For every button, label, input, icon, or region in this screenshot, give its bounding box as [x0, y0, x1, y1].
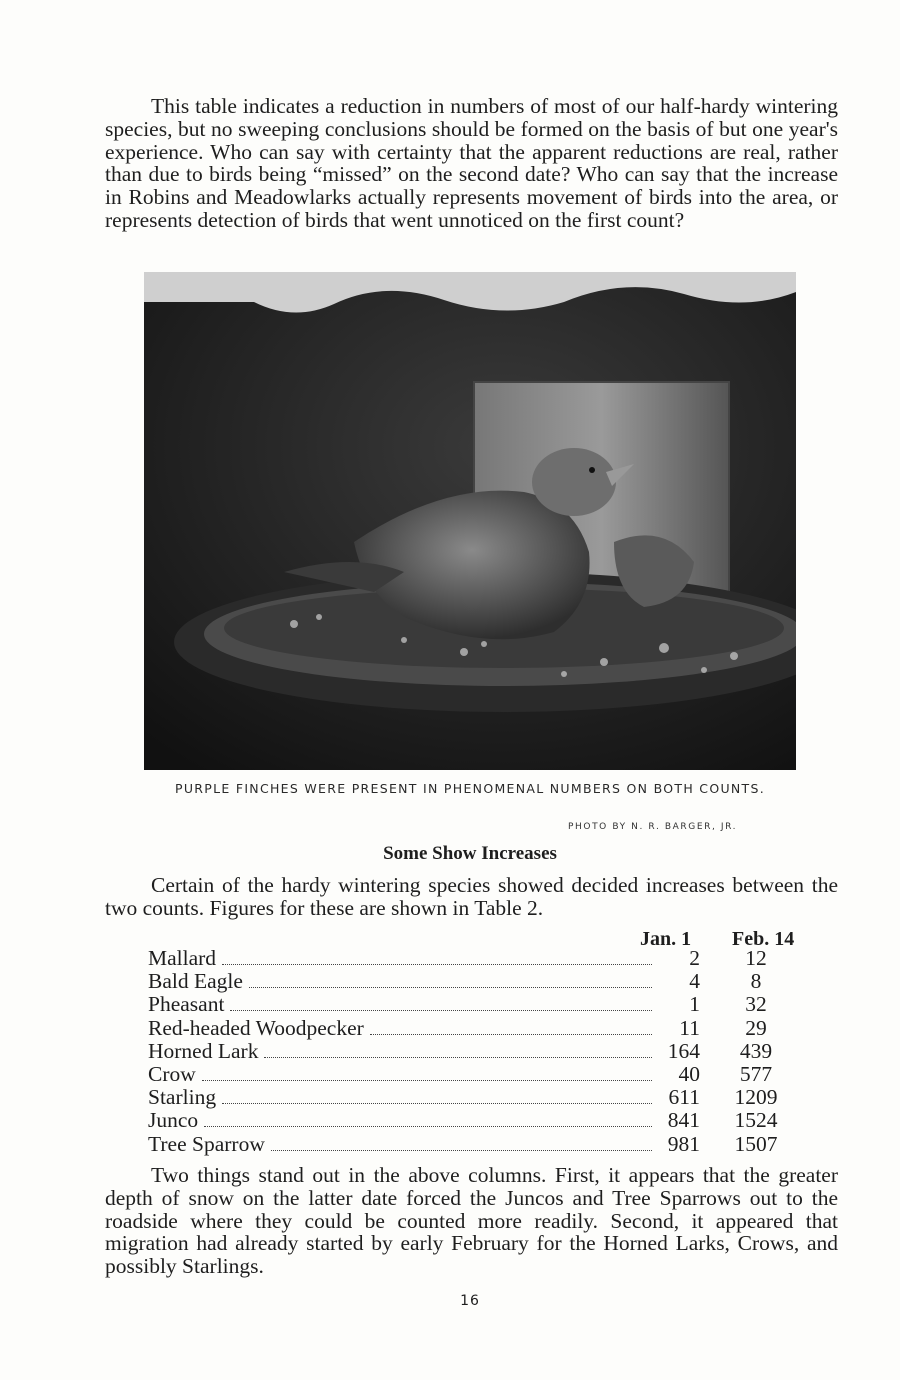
species-name: Red-headed Woodpecker — [148, 1015, 364, 1040]
jan-count: 841 — [667, 1108, 700, 1133]
feb-count: 29 — [745, 1015, 767, 1040]
jan-count: 611 — [668, 1085, 700, 1110]
species-name: Tree Sparrow — [148, 1131, 265, 1156]
feb-count: 1507 — [734, 1131, 778, 1156]
purple-finch-photo — [144, 272, 796, 770]
species-name: Mallard — [148, 946, 217, 970]
leader-dots — [202, 1079, 652, 1081]
table-row — [148, 946, 808, 969]
table-row — [148, 992, 808, 1015]
intro-paragraph: This table indicates a reduction in numbers of most of our half-hardy wintering species, but no sweeping conclusions should be formed on the basis of but one year's experience. Who can say with certainty that the apparent reductions are real, rather than due to birds being “missed” on the second date? Who can say that the increase in Robins and Meadowlarks actually represents movement of birds into the area, or represents detection of birds that went unnoticed on the first count? — [105, 94, 838, 232]
photo-caption: PURPLE FINCHES WERE PRESENT IN PHENOMENAL NUMBERS ON BOTH COUNTS. — [174, 781, 766, 796]
leader-dots — [222, 963, 652, 965]
jan-count: 1 — [689, 992, 700, 1017]
table-row — [148, 1039, 808, 1062]
leader-dots — [249, 986, 652, 988]
feb-count: 1524 — [734, 1108, 778, 1133]
leader-dots — [370, 1033, 652, 1035]
feb-count: 439 — [739, 1038, 773, 1063]
increases-paragraph: Certain of the hardy wintering species showed decided increases between the two counts. Figures for these are shown in Table 2. — [105, 873, 838, 920]
feb-count: 12 — [745, 946, 767, 970]
table-row — [148, 969, 808, 992]
photo-credit: PHOTO BY N. R. BARGER, JR. — [568, 822, 738, 832]
table-row — [148, 1062, 808, 1085]
jan-count: 981 — [667, 1131, 700, 1156]
jan-count: 4 — [689, 969, 700, 994]
species-name: Crow — [148, 1061, 196, 1086]
table-row — [148, 1132, 808, 1155]
feb-count: 8 — [750, 969, 762, 994]
leader-dots — [271, 1149, 652, 1151]
jan-count: 2 — [689, 946, 700, 970]
leader-dots — [264, 1056, 652, 1058]
column-header-feb: Feb. 14 — [732, 928, 795, 950]
species-table — [148, 946, 808, 1155]
section-heading: Some Show Increases — [383, 843, 557, 864]
feb-count: 32 — [745, 992, 767, 1017]
feb-count: 577 — [739, 1061, 773, 1086]
table-row — [148, 1108, 808, 1131]
species-name: Horned Lark — [148, 1038, 259, 1063]
jan-count: 164 — [667, 1038, 700, 1063]
feb-count: 1209 — [734, 1085, 778, 1110]
species-name: Starling — [148, 1085, 217, 1110]
conclusion-paragraph: Two things stand out in the above columns. First, it appears that the greater depth of snow on the latter date forced the Juncos and Tree Sparrows out to the roadside where they could be counted more readily. Second, it appeared that migration had already started by early February for the Horned Larks, Crows, and possibly Starlings. — [105, 1163, 838, 1279]
page-number: 16 — [460, 1293, 480, 1309]
jan-count: 11 — [679, 1015, 700, 1040]
leader-dots — [222, 1102, 652, 1104]
species-name: Junco — [148, 1108, 199, 1133]
column-header-jan: Jan. 1 — [640, 928, 692, 950]
table-row — [148, 1016, 808, 1039]
species-name: Pheasant — [148, 992, 225, 1017]
jan-count: 40 — [678, 1061, 700, 1086]
leader-dots — [204, 1125, 652, 1127]
table-row — [148, 1085, 808, 1108]
leader-dots — [230, 1009, 652, 1011]
species-name: Bald Eagle — [148, 969, 243, 994]
